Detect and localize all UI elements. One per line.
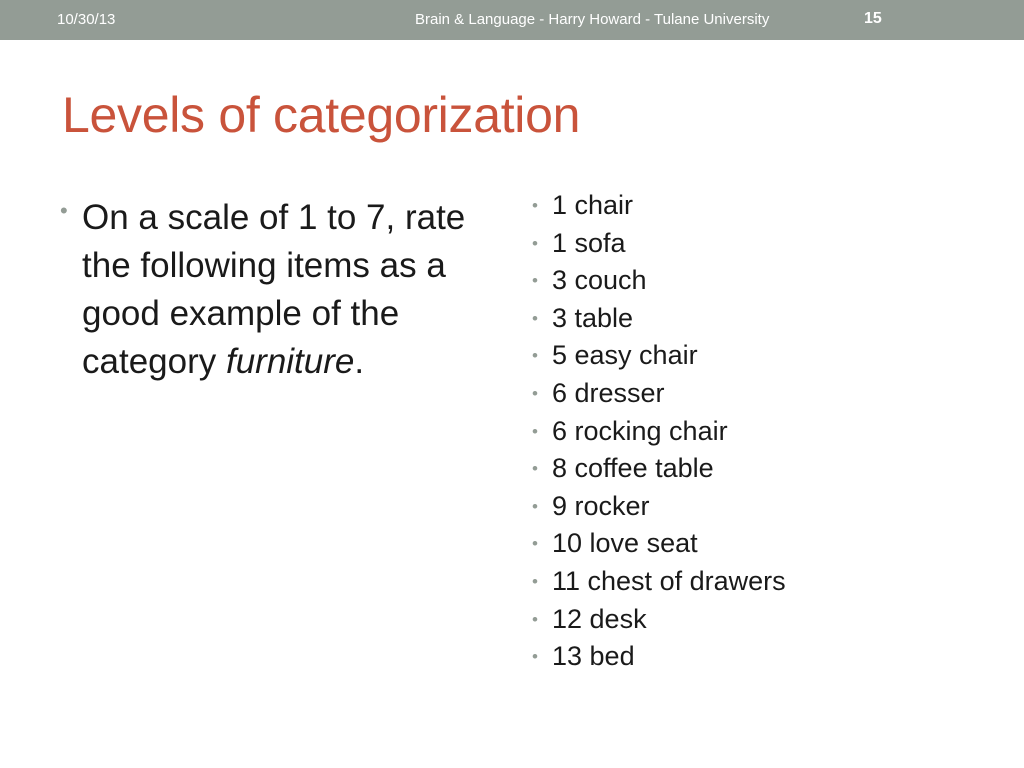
header-bar <box>0 0 1024 40</box>
list-item-label: 8 coffee table <box>552 453 714 484</box>
list-item <box>532 300 786 338</box>
list-item-label: 6 dresser <box>552 377 665 408</box>
bullet-icon: • <box>532 459 538 479</box>
left-content <box>60 196 510 386</box>
list-item-label: 12 desk <box>552 603 647 634</box>
bullet-icon: • <box>532 383 538 403</box>
bullet-icon: • <box>60 198 68 223</box>
list-item <box>532 450 786 488</box>
bullet-icon: • <box>532 196 538 215</box>
list-item <box>532 563 786 601</box>
list-item-label: 3 couch <box>552 265 647 296</box>
list-item <box>532 375 786 413</box>
slide-date: 10/30/13 <box>57 11 116 28</box>
list-item <box>532 413 786 451</box>
list-item-label: 13 bed <box>552 641 635 672</box>
bullet-icon: • <box>532 346 538 366</box>
list-item <box>532 225 786 263</box>
bullet-icon: • <box>532 534 538 554</box>
bullet-icon: • <box>532 271 538 291</box>
bullet-icon: • <box>532 421 538 441</box>
list-item <box>532 337 786 375</box>
list-item-label: 1 sofa <box>552 227 626 258</box>
instruction-emphasis: furniture <box>225 342 355 381</box>
instruction-text-end: . <box>354 342 365 381</box>
bullet-icon: • <box>532 609 538 629</box>
list-item <box>532 488 786 526</box>
bullet-icon: • <box>532 647 538 667</box>
list-item <box>532 601 786 639</box>
ranked-items-list <box>532 187 786 676</box>
list-item <box>532 638 786 676</box>
list-item-label: 6 rocking chair <box>552 415 728 446</box>
list-item <box>532 187 786 225</box>
bullet-icon: • <box>532 233 538 253</box>
instruction-bullet <box>60 194 510 386</box>
slide-title: Levels of categorization <box>62 87 581 143</box>
slide-footer: Brain & Language - Harry Howard - Tulane University <box>415 11 770 28</box>
instruction-text-main: On a scale of 1 to 7, rate the following items as a good example of the category <box>82 198 466 381</box>
bullet-icon: • <box>532 496 538 516</box>
instruction-text <box>82 194 510 386</box>
bullet-icon: • <box>532 571 538 591</box>
bullet-icon: • <box>532 308 538 328</box>
list-item-label: 3 table <box>552 302 634 333</box>
list-item-label: 11 chest of drawers <box>552 565 786 596</box>
slide-number: 15 <box>864 10 882 27</box>
list-item-label: 10 love seat <box>552 528 698 559</box>
list-item-label: 1 chair <box>552 190 634 220</box>
list-item <box>532 525 786 563</box>
list-item <box>532 262 786 300</box>
list-item-label: 9 rocker <box>552 490 650 521</box>
list-item-label: 5 easy chair <box>552 340 698 371</box>
